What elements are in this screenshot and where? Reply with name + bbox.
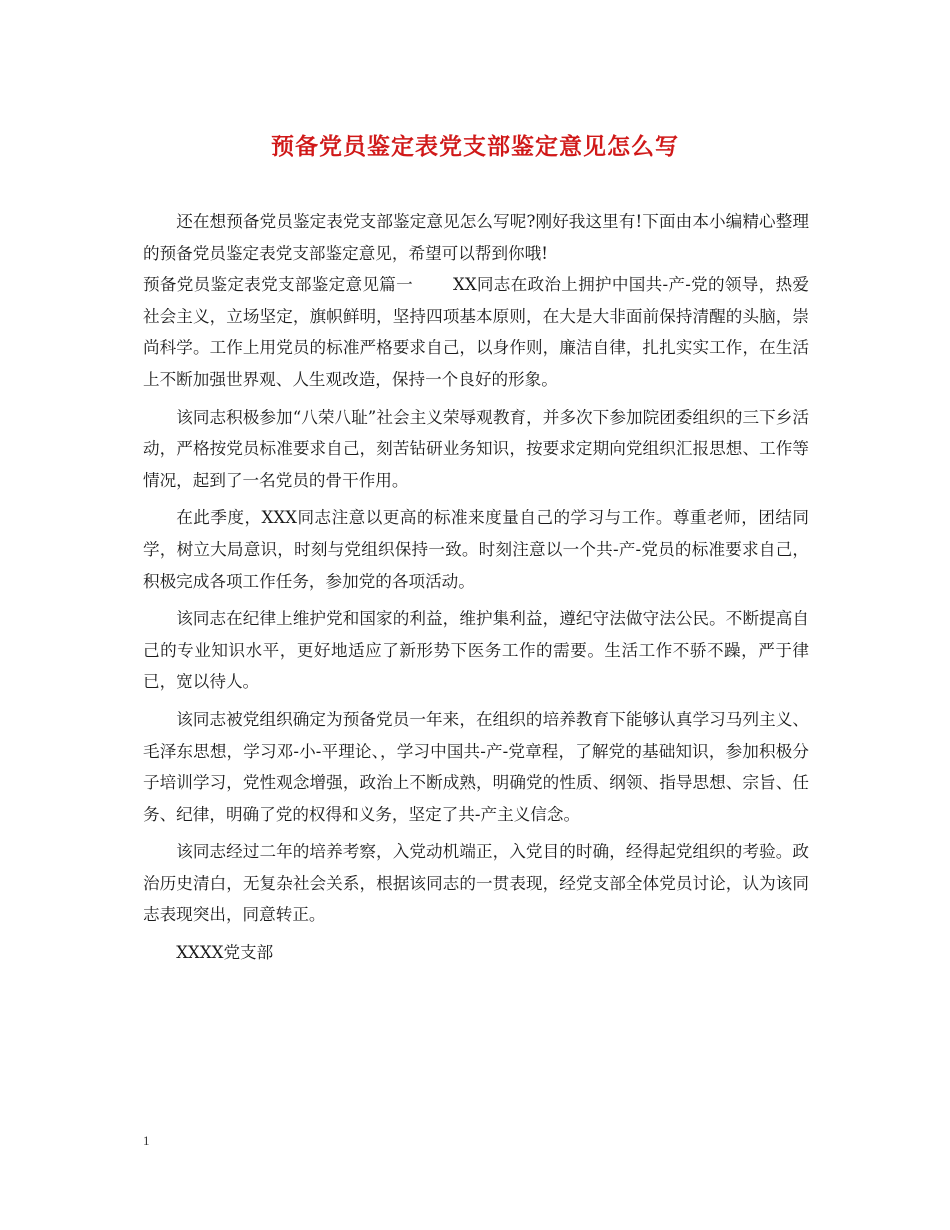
- section-first-paragraph: [143, 269, 809, 395]
- section-first-text: XX同志在政治上拥护中国共-产-党的领导，热爱社会主义，立场坚定，旗帜鲜明，坚持四项基本原则，在大是大非面前保持清醒的头脑，崇尚科学。工作上用党员的标准严格要求自己，以身作则，廉洁自律，扎扎实实工作，在生活上不断加强世界观、人生观改造，保持一个良好的形象。: [143, 275, 810, 389]
- body-paragraph: 该同志被党组织确定为预备党员一年来，在组织的培养教育下能够认真学习马列主义、毛泽东思想，学习邓-小-平理论、，学习中国共-产-党章程，了解党的基础知识，参加积极分子培训学习，党性观念增强，政治上不断成熟，明确党的性质、纲领、指导思想、宗旨、任务、纪律，明确了党的权得和义务，坚定了共-产主义信念。: [143, 709, 809, 824]
- body-paragraph: 该同志在纪律上维护党和国家的利益，维护集利益，遵纪守法做守法公民。不断提高自己的专业知识水平，更好地适应了新形势下医务工作的需要。生活工作不骄不躁，严于律已，宽以待人。: [143, 609, 809, 692]
- document-title: 预备党员鉴定表党支部鉴定意见怎么写: [271, 133, 679, 160]
- intro-paragraph: 还在想预备党员鉴定表党支部鉴定意见怎么写呢?刚好我这里有!下面由本小编精心整理的预备党员鉴定表党支部鉴定意见，希望可以帮到你哦!: [143, 212, 809, 263]
- body-paragraph: 在此季度，XXX同志注意以更高的标准来度量自己的学习与工作。尊重老师，团结同学，树立大局意识，时刻与党组织保持一致。时刻注意以一个共-产-党员的标准要求自己，积极完成各项工作任务，参加党的各项活动。: [143, 508, 809, 591]
- document-body: [143, 206, 809, 969]
- signature: XXXX党支部: [176, 943, 274, 963]
- body-paragraph: 该同志积极参加“八荣八耻”社会主义荣辱观教育，并多次下参加院团委组织的三下乡活动，严格按党员标准要求自己，刻苦钻研业务知识，按要求定期向党组织汇报思想、工作等情况，起到了一名党员的骨干作用。: [143, 407, 809, 490]
- page-number: 1: [143, 1133, 150, 1148]
- section-heading: 预备党员鉴定表党支部鉴定意见篇一: [143, 275, 413, 295]
- body-paragraph: 该同志经过二年的培养考察，入党动机端正，入党目的时确，经得起党组织的考验。政治历史清白，无复杂社会关系，根据该同志的一贯表现，经党支部全体党员讨论，认为该同志表现突出，同意转正。: [143, 842, 809, 925]
